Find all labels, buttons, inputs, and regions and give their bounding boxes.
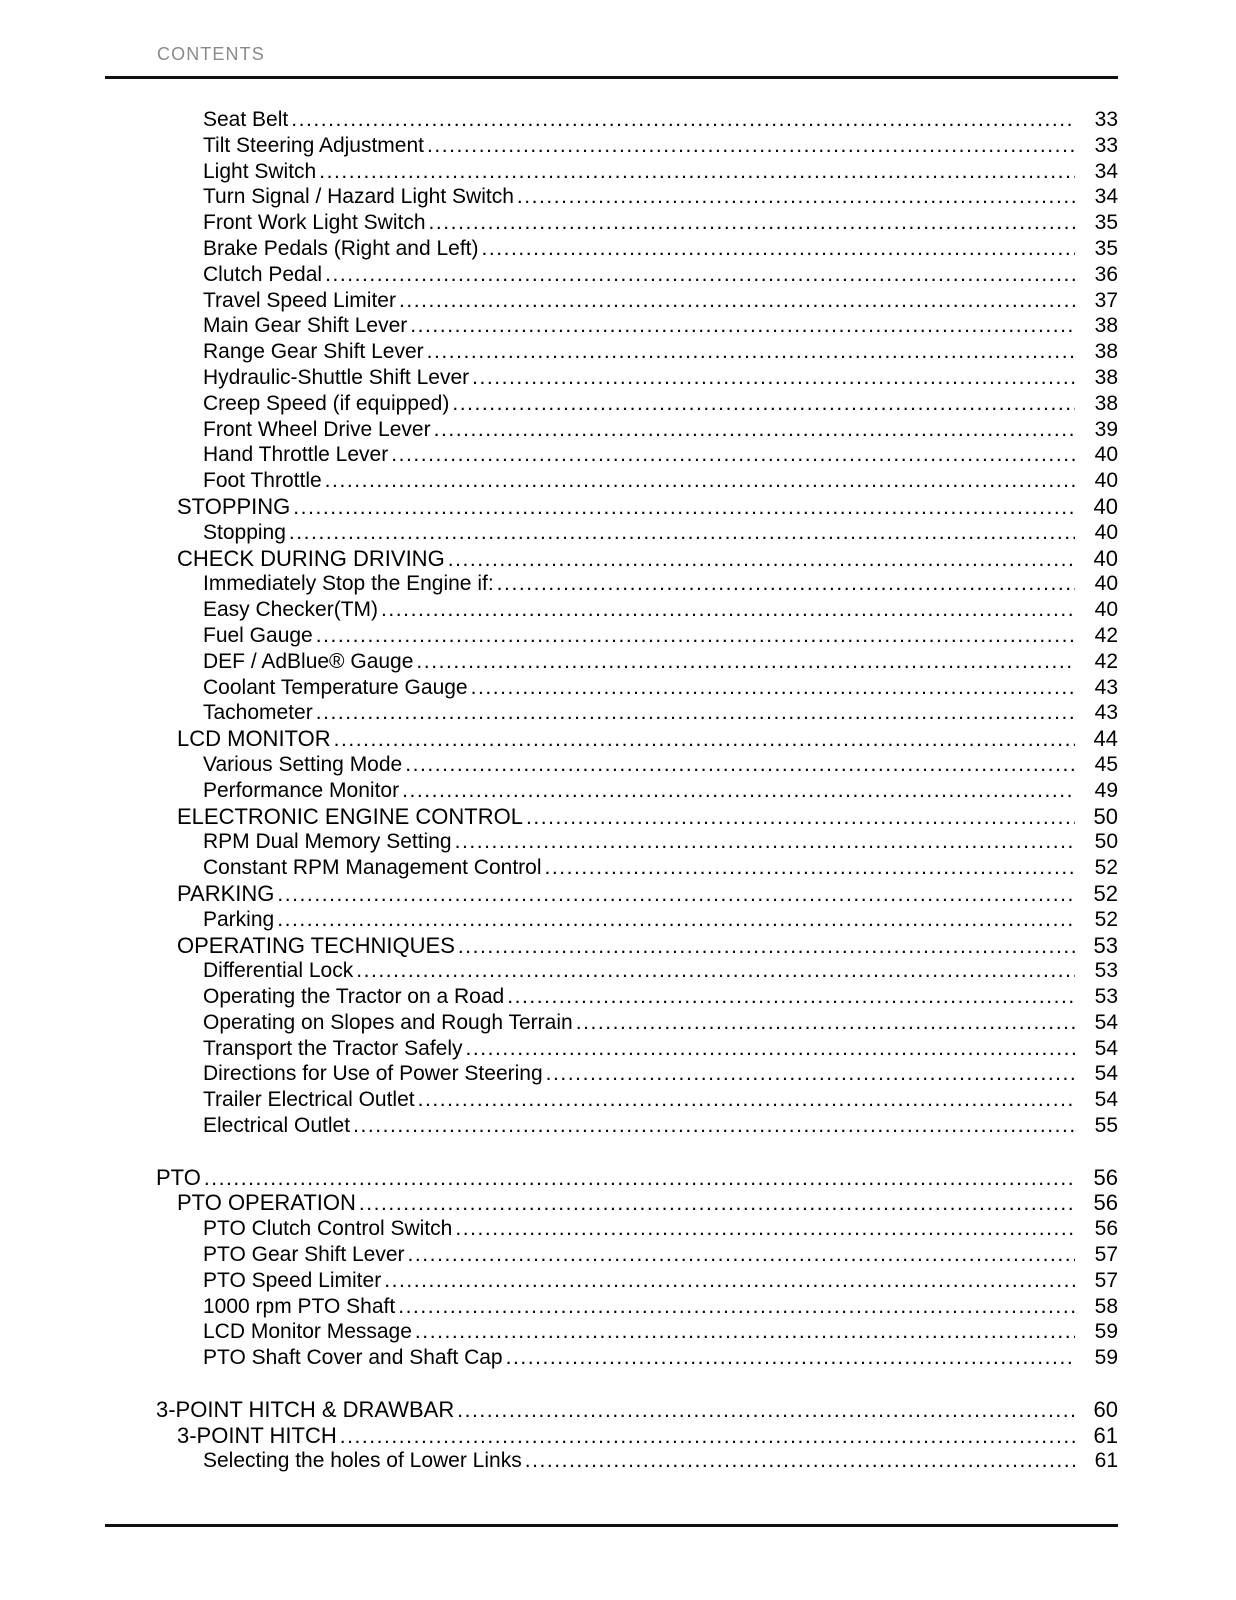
toc-entry[interactable] [105, 623, 1118, 649]
toc-entry-page-number: 40 [1094, 469, 1118, 493]
toc-entry-page-number: 40 [1094, 572, 1118, 596]
toc-entry-page-number: 33 [1094, 133, 1118, 157]
dot-leader [576, 1010, 1075, 1036]
toc-entry-page-number: 55 [1094, 1114, 1118, 1138]
toc-entry-title: Constant RPM Management Control [203, 856, 542, 880]
toc-entry-page-number: 40 [1093, 545, 1118, 571]
toc-entry-title: Foot Throttle [203, 469, 322, 493]
toc-entry[interactable] [105, 778, 1118, 804]
dot-leader [293, 495, 1075, 520]
toc-entry-title: Operating on Slopes and Rough Terrain [203, 1010, 573, 1034]
toc-entry[interactable] [105, 700, 1118, 726]
toc-entry-title: STOPPING [177, 493, 291, 519]
dot-leader [316, 700, 1075, 726]
toc-entry-page-number: 34 [1094, 185, 1118, 209]
toc-entry[interactable] [105, 339, 1118, 365]
toc-entry[interactable] [105, 159, 1118, 185]
dot-leader [415, 1319, 1075, 1345]
toc-entry-title: 1000 rpm PTO Shaft [203, 1294, 396, 1318]
dot-leader [416, 649, 1075, 675]
dot-leader [506, 1345, 1075, 1371]
toc-entry-page-number: 52 [1093, 880, 1118, 906]
toc-entry[interactable] [105, 1010, 1118, 1036]
toc-entry-title: Clutch Pedal [203, 262, 323, 286]
toc-entry-page-number: 54 [1094, 1062, 1118, 1086]
toc-entry[interactable] [105, 1242, 1118, 1268]
toc-entry-page-number: 40 [1093, 493, 1118, 519]
toc-entry[interactable] [105, 1319, 1118, 1345]
toc-entry-title: Easy Checker(TM) [203, 598, 379, 622]
toc-entry-title: CHECK DURING DRIVING [177, 545, 445, 571]
toc-entry[interactable] [105, 1190, 1118, 1216]
toc-entry-page-number: 52 [1094, 856, 1118, 880]
toc-entry[interactable] [105, 365, 1118, 391]
toc-entry[interactable] [105, 184, 1118, 210]
toc-entry-title: PTO Speed Limiter [203, 1268, 382, 1292]
toc-entry[interactable] [105, 1294, 1118, 1320]
toc-entry-title: Electrical Outlet [203, 1114, 351, 1138]
toc-entry-title: Directions for Use of Power Steering [203, 1062, 543, 1086]
dot-leader [204, 1166, 1075, 1191]
toc-entry-title: Selecting the holes of Lower Links [203, 1449, 522, 1473]
dot-leader [427, 133, 1075, 159]
toc-entry-title: Front Wheel Drive Lever [203, 417, 431, 441]
toc-entry[interactable] [105, 1448, 1118, 1474]
toc-entry-page-number: 54 [1094, 1036, 1118, 1060]
toc-entry-page-number: 43 [1094, 701, 1118, 725]
toc-entry-page-number: 56 [1093, 1164, 1118, 1190]
toc-entry[interactable] [105, 262, 1118, 288]
dot-leader [545, 855, 1076, 881]
toc-entry-title: Main Gear Shift Lever [203, 314, 408, 338]
page-title: CONTENTS [157, 44, 265, 64]
toc-entry-title: Performance Monitor [203, 778, 400, 802]
toc-entry-title: Travel Speed Limiter [203, 288, 396, 312]
toc-entry-title: Hydraulic-Shuttle Shift Lever [203, 365, 470, 389]
dot-leader [399, 288, 1075, 314]
dot-leader [448, 547, 1075, 572]
toc-entry-page-number: 40 [1094, 520, 1118, 544]
toc-entry-page-number: 53 [1094, 985, 1118, 1009]
toc-entry[interactable] [105, 675, 1118, 701]
dot-leader [481, 236, 1075, 262]
toc-entry[interactable] [105, 210, 1118, 236]
toc-entry-page-number: 42 [1094, 649, 1118, 673]
toc-entry[interactable] [105, 829, 1118, 855]
toc-entry-page-number: 50 [1093, 803, 1118, 829]
dot-leader [398, 1294, 1075, 1320]
toc-entry-page-number: 38 [1094, 391, 1118, 415]
toc-entry-page-number: 33 [1094, 108, 1118, 131]
dot-leader [525, 1448, 1075, 1474]
toc-entry[interactable] [105, 236, 1118, 262]
toc-entry-page-number: 59 [1094, 1346, 1118, 1370]
toc-entry-title: Brake Pedals (Right and Left) [203, 236, 479, 260]
toc-entry[interactable] [105, 107, 1118, 133]
dot-leader [391, 442, 1075, 468]
dot-leader [319, 159, 1075, 185]
toc-entry-page-number: 37 [1094, 288, 1118, 312]
dot-leader [316, 623, 1075, 649]
toc-entry[interactable] [105, 520, 1118, 546]
toc-entry[interactable] [105, 468, 1118, 494]
dot-leader [455, 829, 1075, 855]
toc-entry[interactable] [105, 288, 1118, 314]
toc-entry-title: Operating the Tractor on a Road [203, 985, 505, 1009]
toc-entry-title: Seat Belt [203, 108, 289, 131]
toc-entry-title: DEF / AdBlue® Gauge [203, 649, 414, 673]
toc-entry-page-number: 56 [1094, 1217, 1118, 1241]
toc-entry[interactable] [105, 1397, 1118, 1423]
toc-entry-page-number: 35 [1094, 211, 1118, 235]
toc-entry-title: Turn Signal / Hazard Light Switch [203, 185, 514, 209]
toc-entry-page-number: 58 [1094, 1294, 1118, 1318]
toc-entry-page-number: 40 [1094, 598, 1118, 622]
toc-entry-title: Fuel Gauge [203, 623, 313, 647]
toc-entry-page-number: 38 [1094, 314, 1118, 338]
toc-entry-page-number: 52 [1094, 907, 1118, 931]
toc-entry-page-number: 60 [1093, 1396, 1118, 1422]
toc-entry-title: Front Work Light Switch [203, 211, 426, 235]
toc-entry-title: ELECTRONIC ENGINE CONTROL [177, 803, 523, 829]
dot-leader [472, 365, 1075, 391]
toc-entry-page-number: 54 [1094, 1088, 1118, 1112]
toc-entry[interactable] [105, 546, 1118, 572]
dot-leader [471, 675, 1075, 701]
toc-entry-title: LCD MONITOR [177, 726, 331, 752]
header-divider-rule [105, 76, 1118, 79]
toc-entry[interactable] [105, 1345, 1118, 1371]
toc-entry[interactable] [105, 1268, 1118, 1294]
dot-leader [497, 571, 1075, 597]
toc-entry-page-number: 44 [1093, 726, 1118, 752]
toc-entry[interactable] [105, 726, 1118, 752]
dot-leader [507, 984, 1075, 1010]
dot-leader [359, 1191, 1075, 1216]
toc-entry-page-number: 36 [1094, 262, 1118, 286]
footer-divider-rule [105, 1524, 1118, 1527]
toc-entry-page-number: 56 [1093, 1190, 1118, 1216]
table-of-contents-list [105, 107, 1118, 1474]
toc-entry-page-number: 45 [1094, 752, 1118, 776]
toc-entry[interactable] [105, 1165, 1118, 1191]
dot-leader [418, 1087, 1075, 1113]
toc-entry-title: PTO Gear Shift Lever [203, 1243, 405, 1267]
dot-leader [434, 417, 1075, 443]
toc-entry-title: RPM Dual Memory Setting [203, 830, 452, 854]
toc-entry-title: Various Setting Mode [203, 752, 403, 776]
dot-leader [291, 107, 1075, 133]
dot-leader [381, 597, 1075, 623]
toc-entry[interactable] [105, 1087, 1118, 1113]
dot-leader [402, 778, 1075, 804]
dot-leader [455, 1216, 1075, 1242]
dot-leader [466, 1036, 1076, 1062]
toc-entry[interactable] [105, 571, 1118, 597]
toc-entry[interactable] [105, 649, 1118, 675]
dot-leader [325, 468, 1075, 494]
toc-entry-page-number: 40 [1094, 443, 1118, 467]
toc-entry-title: 3-POINT HITCH [177, 1422, 337, 1448]
toc-entry-page-number: 59 [1094, 1320, 1118, 1344]
toc-entry[interactable] [105, 804, 1118, 830]
dot-leader [546, 1061, 1075, 1087]
dot-leader [325, 262, 1075, 288]
dot-leader [458, 934, 1075, 959]
toc-entry-page-number: 54 [1094, 1010, 1118, 1034]
toc-entry-title: 3-POINT HITCH & DRAWBAR [156, 1396, 455, 1422]
toc-entry-title: Differential Lock [203, 959, 354, 983]
toc-entry[interactable] [105, 442, 1118, 468]
toc-entry[interactable] [105, 133, 1118, 159]
toc-entry-page-number: 57 [1094, 1243, 1118, 1267]
toc-entry-title: Trailer Electrical Outlet [203, 1088, 415, 1112]
toc-entry-title: Transport the Tractor Safely [203, 1036, 463, 1060]
toc-entry-page-number: 35 [1094, 236, 1118, 260]
toc-entry[interactable] [105, 391, 1118, 417]
toc-entry[interactable] [105, 984, 1118, 1010]
toc-entry-title: PTO [156, 1164, 201, 1190]
toc-entry-title: Coolant Temperature Gauge [203, 675, 468, 699]
toc-entry-page-number: 49 [1094, 778, 1118, 802]
dot-leader [457, 1398, 1075, 1423]
toc-entry-page-number: 42 [1094, 623, 1118, 647]
dot-leader [289, 520, 1075, 546]
toc-entry-page-number: 53 [1093, 932, 1118, 958]
toc-entry[interactable] [105, 1423, 1118, 1449]
toc-entry-page-number: 39 [1094, 417, 1118, 441]
toc-entry-title: Tilt Steering Adjustment [203, 133, 424, 157]
dot-leader [408, 1242, 1075, 1268]
toc-entry[interactable] [105, 1061, 1118, 1087]
toc-entry-page-number: 50 [1094, 830, 1118, 854]
toc-entry-page-number: 34 [1094, 159, 1118, 183]
dot-leader [334, 727, 1075, 752]
dot-leader [356, 958, 1075, 984]
dot-leader [384, 1268, 1075, 1294]
dot-leader [340, 1424, 1075, 1449]
toc-entry-title: LCD Monitor Message [203, 1320, 412, 1344]
dot-leader [452, 391, 1075, 417]
dot-leader [427, 339, 1075, 365]
toc-entry[interactable] [105, 907, 1118, 933]
toc-entry-title: PTO Clutch Control Switch [203, 1217, 453, 1241]
dot-leader [517, 184, 1075, 210]
dot-leader [353, 1113, 1075, 1139]
toc-entry-page-number: 43 [1094, 675, 1118, 699]
toc-entry-title: PTO Shaft Cover and Shaft Cap [203, 1346, 503, 1370]
toc-entry-title: Range Gear Shift Lever [203, 340, 424, 364]
toc-entry[interactable] [105, 855, 1118, 881]
toc-entry-page-number: 53 [1094, 959, 1118, 983]
toc-entry-title: Parking [203, 907, 275, 931]
toc-entry-page-number: 61 [1093, 1422, 1118, 1448]
toc-entry-page-number: 38 [1094, 340, 1118, 364]
toc-entry[interactable] [105, 933, 1118, 959]
toc-entry-title: Creep Speed (if equipped) [203, 391, 450, 415]
dot-leader [405, 752, 1075, 778]
dot-leader [277, 907, 1075, 933]
toc-entry-title: Stopping [203, 520, 286, 544]
toc-entry-title: OPERATING TECHNIQUES [177, 932, 455, 958]
dot-leader [277, 882, 1075, 907]
toc-entry-title: PARKING [177, 880, 275, 906]
dot-leader [410, 313, 1075, 339]
toc-entry[interactable] [105, 1113, 1118, 1139]
toc-entry[interactable] [105, 1216, 1118, 1242]
toc-entry[interactable] [105, 1036, 1118, 1062]
toc-entry-title: Hand Throttle Lever [203, 443, 389, 467]
dot-leader [429, 210, 1075, 236]
toc-entry-title: Light Switch [203, 159, 317, 183]
toc-entry-title: Immediately Stop the Engine if: [203, 572, 494, 596]
toc-entry-page-number: 38 [1094, 365, 1118, 389]
toc-entry[interactable] [105, 417, 1118, 443]
toc-entry[interactable] [105, 597, 1118, 623]
toc-entry[interactable] [105, 752, 1118, 778]
toc-entry[interactable] [105, 881, 1118, 907]
toc-entry-page-number: 57 [1094, 1268, 1118, 1292]
toc-entry-title: Tachometer [203, 701, 313, 725]
toc-entry[interactable] [105, 494, 1118, 520]
toc-entry[interactable] [105, 958, 1118, 984]
toc-entry-page-number: 61 [1094, 1449, 1118, 1473]
dot-leader [526, 805, 1075, 830]
toc-entry-title: PTO OPERATION [177, 1190, 356, 1216]
toc-entry[interactable] [105, 313, 1118, 339]
